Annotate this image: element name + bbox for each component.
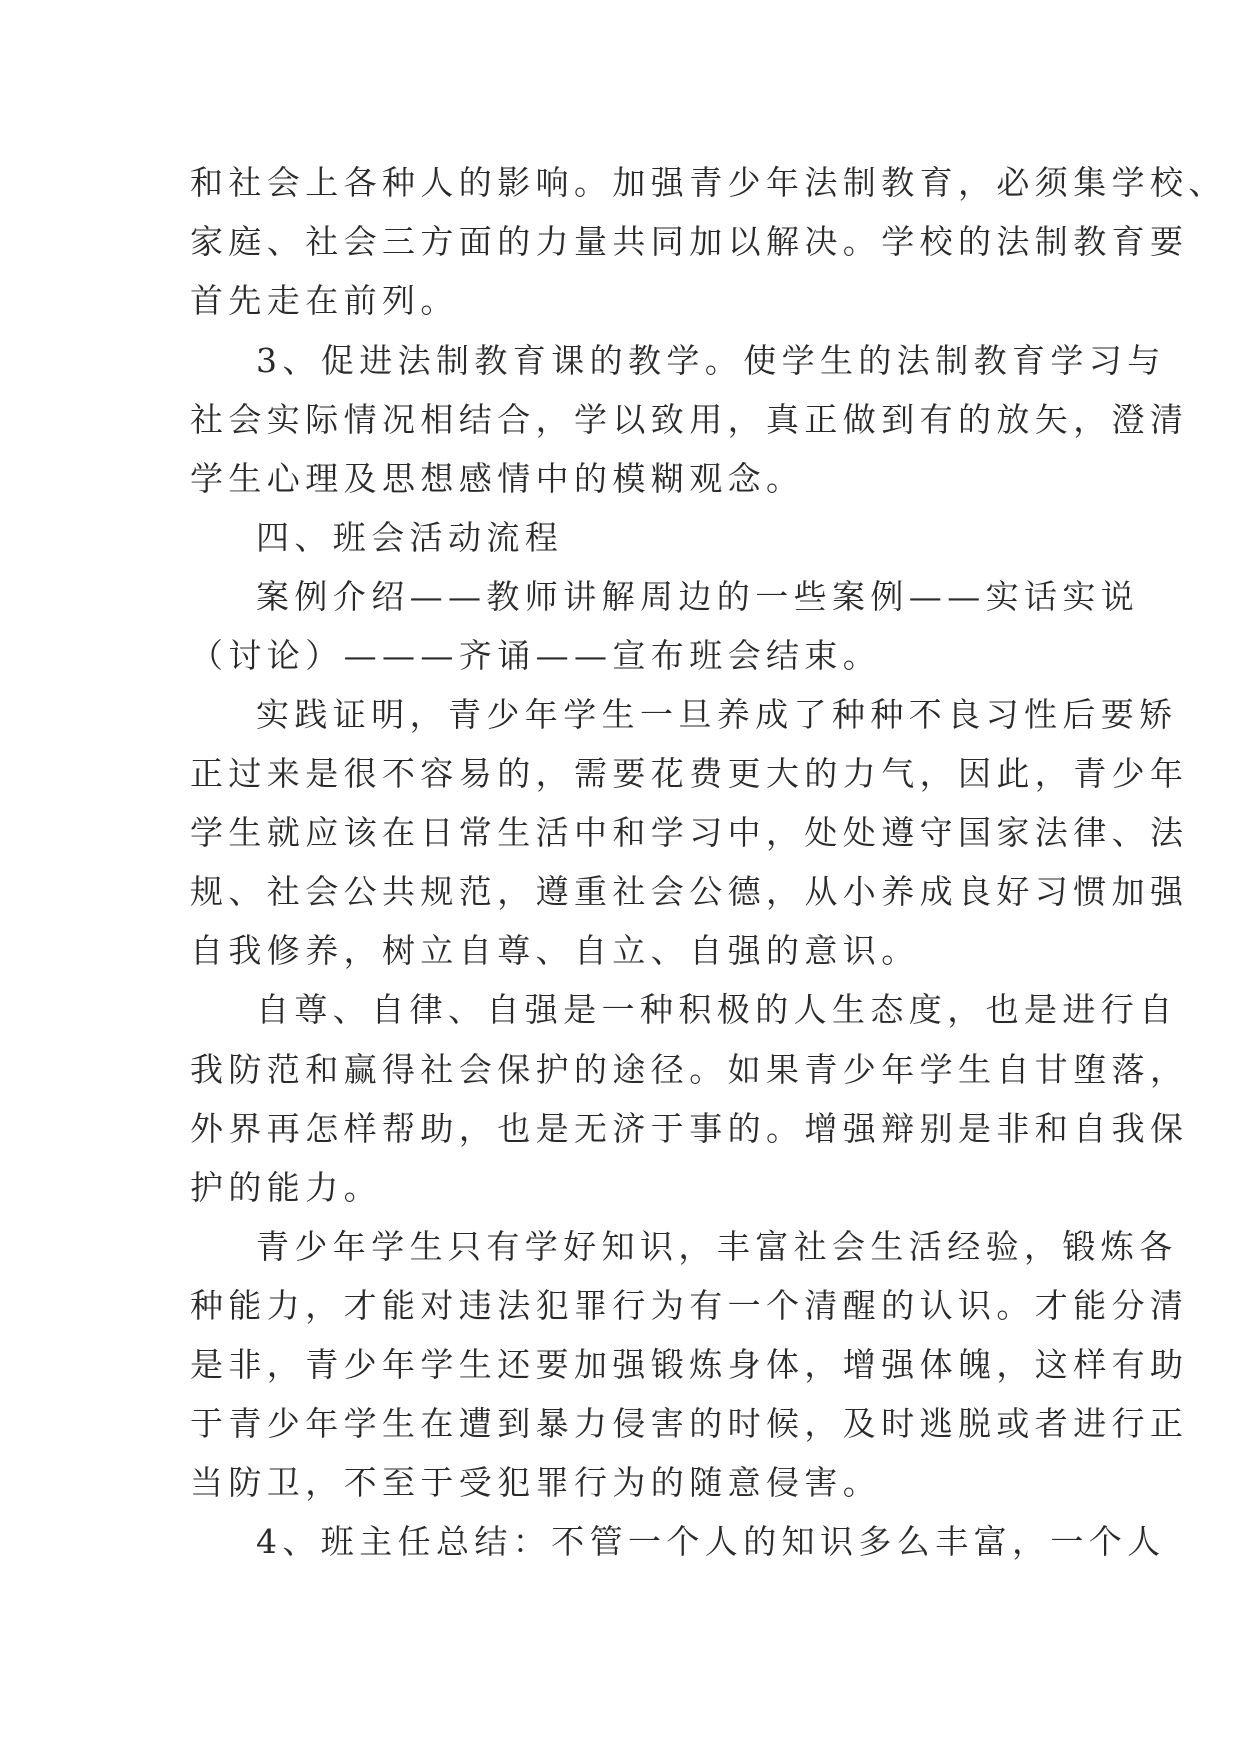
text-line: 案例介绍——教师讲解周边的一些案例——实话实说 (256, 577, 1140, 616)
text-line: 4、班主任总结：不管一个人的知识多么丰富，一个人 (256, 1522, 1166, 1561)
text-line: 种能力，才能对违法犯罪行为有一个清醒的认识。才能分清 (190, 1286, 1189, 1325)
text-line: 首先走在前列。 (190, 281, 459, 320)
text-line: 自我修养，树立自尊、自立、自强的意识。 (190, 931, 920, 970)
text-line: 社会实际情况相结合，学以致用，真正做到有的放矢，澄清 (190, 400, 1189, 439)
text-line: 3、促进法制教育课的教学。使学生的法制教育学习与 (256, 341, 1166, 380)
text-line: 青少年学生只有学好知识，丰富社会生活经验，锻炼各 (256, 1227, 1178, 1266)
text-line: 我防范和赢得社会保护的途径。如果青少年学生自甘堕落， (190, 1050, 1189, 1089)
text-line: 于青少年学生在遭到暴力侵害的时候，及时逃脱或者进行正 (190, 1404, 1189, 1443)
text-line: 家庭、社会三方面的力量共同加以解决。学校的法制教育要 (190, 222, 1189, 261)
text-line: 是非，青少年学生还要加强锻炼身体，增强体魄，这样有助 (190, 1345, 1189, 1384)
text-line: 和社会上各种人的影响。加强青少年法制教育，必须集学校、 (190, 163, 1227, 202)
text-line: 实践证明，青少年学生一旦养成了种种不良习性后要矫 (256, 695, 1178, 734)
text-line: 正过来是很不容易的，需要花费更大的力气，因此，青少年 (190, 754, 1189, 793)
text-line: 自尊、自律、自强是一种积极的人生态度，也是进行自 (256, 990, 1178, 1029)
text-line: 规、社会公共规范，遵重社会公德，从小养成良好习惯加强 (190, 872, 1189, 911)
text-line: 学生心理及思想感情中的模糊观念。 (190, 459, 805, 498)
text-line: （讨论）———齐诵——宣布班会结束。 (190, 636, 882, 675)
text-line: 当防卫，不至于受犯罪行为的随意侵害。 (190, 1463, 882, 1502)
text-line: 学生就应该在日常生活中和学习中，处处遵守国家法律、法 (190, 813, 1189, 852)
text-line: 外界再怎样帮助，也是无济于事的。增强辩别是非和自我保 (190, 1109, 1189, 1148)
section-heading: 四、班会活动流程 (256, 518, 564, 557)
text-line: 护的能力。 (190, 1168, 382, 1207)
